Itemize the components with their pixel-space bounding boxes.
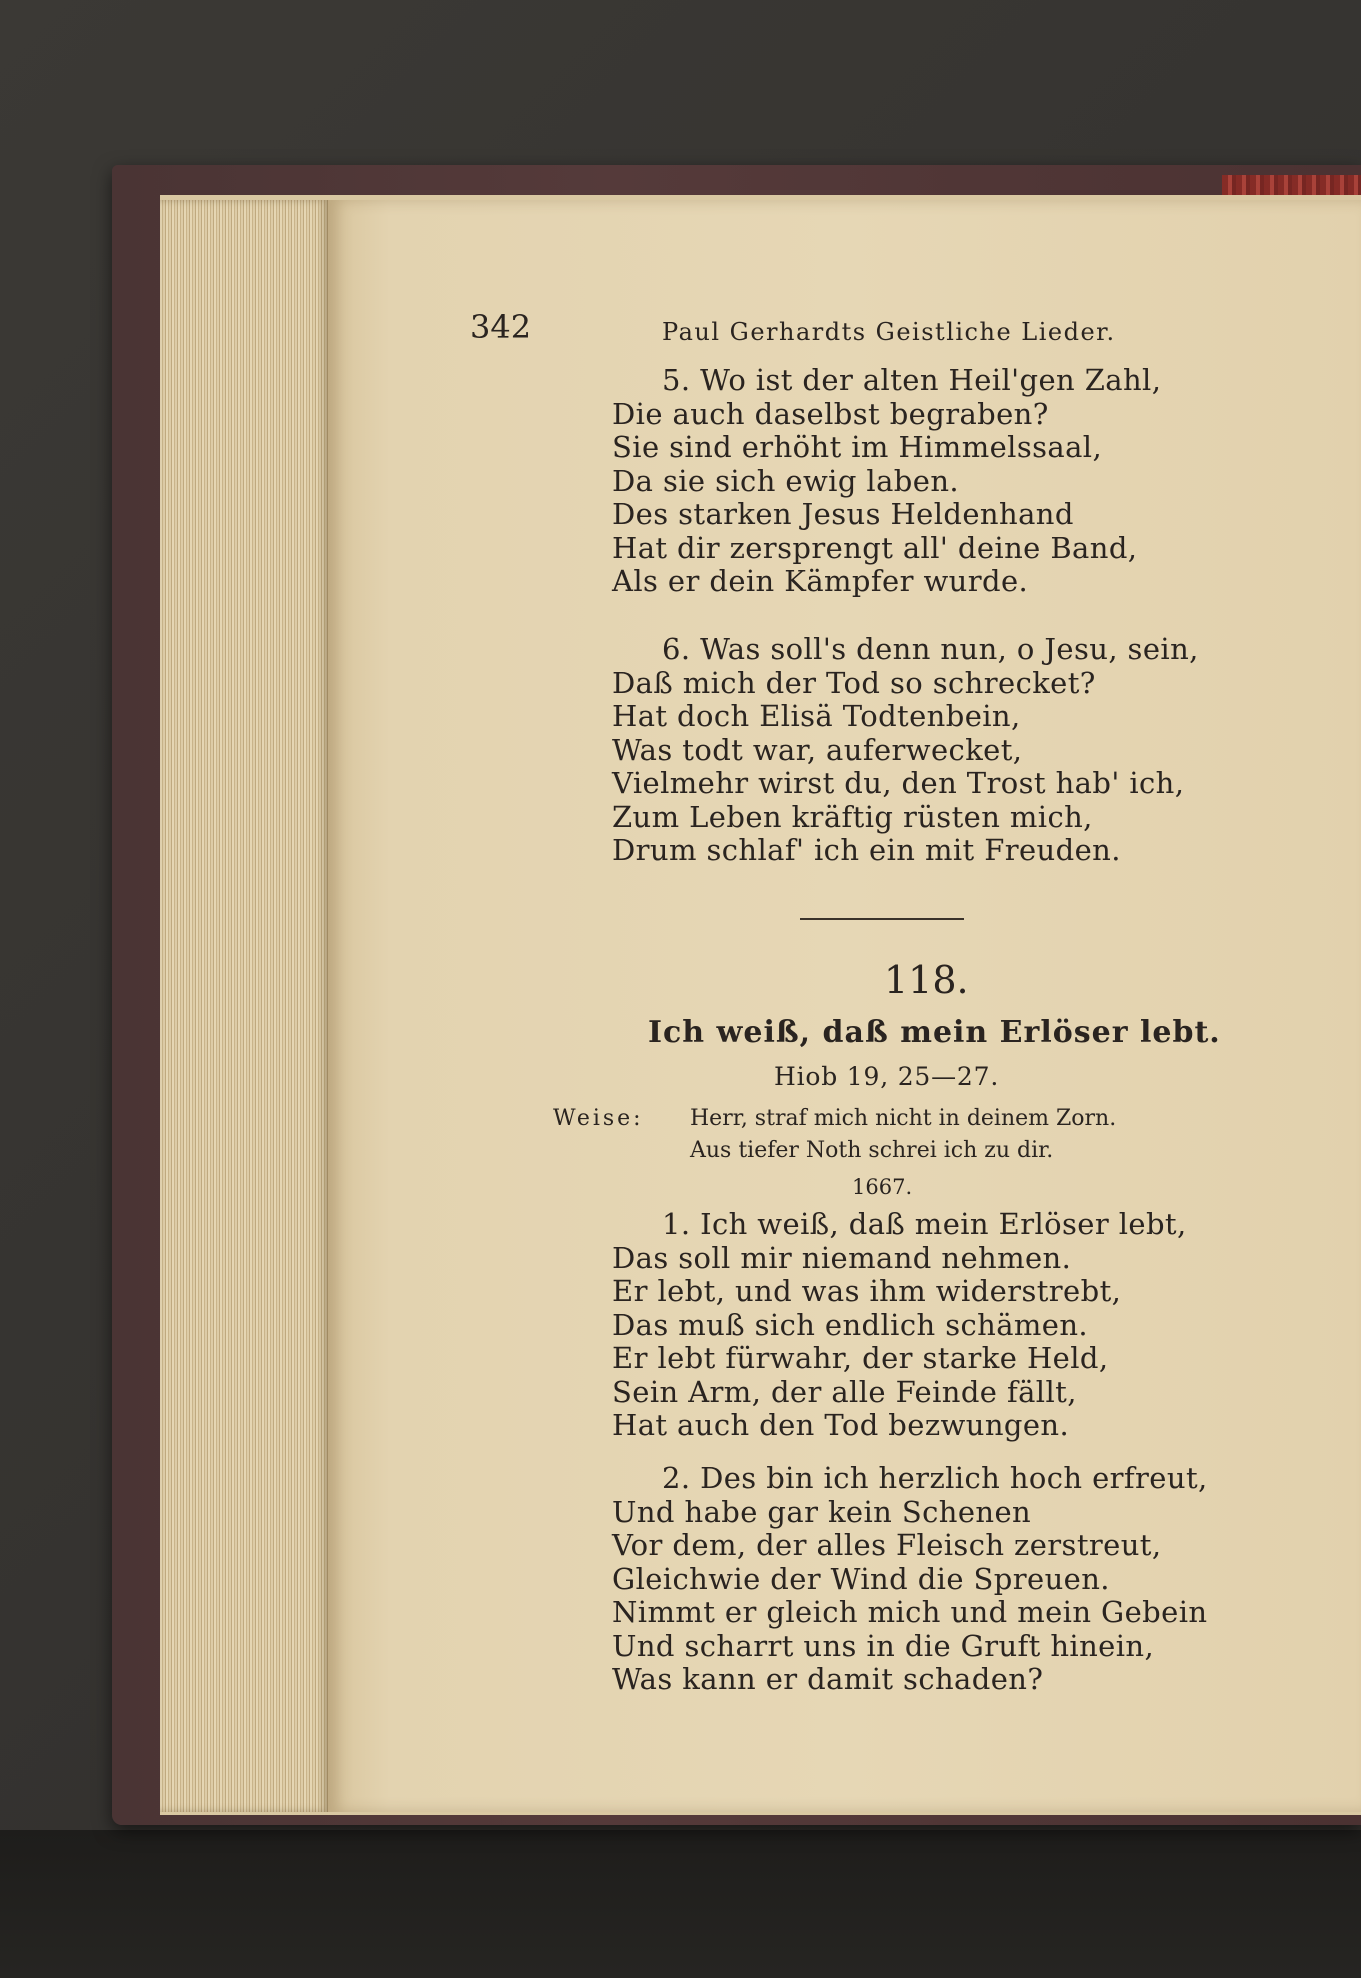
verse-line: Er lebt, und was ihm widerstrebt, xyxy=(612,1274,1122,1308)
melody-line-1: Herr, straf mich nicht in deinem Zorn. xyxy=(690,1106,1117,1131)
page-number: 342 xyxy=(470,308,532,346)
verse-line: Nimmt er gleich mich und mein Gebein xyxy=(612,1595,1208,1629)
verse-line: Vielmehr wirst du, den Trost hab' ich, xyxy=(612,766,1185,800)
verse-line: Hat auch den Tod bezwungen. xyxy=(612,1408,1070,1442)
verse-line: 1. Ich weiß, daß mein Erlöser lebt, xyxy=(662,1207,1187,1241)
verse-line: 5. Wo ist der alten Heil'gen Zahl, xyxy=(662,363,1162,397)
verse-line: Hat doch Elisä Todtenbein, xyxy=(612,699,1021,733)
verse-line: Und habe gar kein Schenen xyxy=(612,1494,1032,1529)
verse-line: Da sie sich ewig laben. xyxy=(612,463,960,498)
hymn-year: 1667. xyxy=(852,1175,913,1199)
hymn-stanza-1 xyxy=(612,1208,1187,1443)
verse-line: Das muß sich endlich schämen. xyxy=(612,1307,1089,1342)
verse-line: Was todt war, auferwecket, xyxy=(612,732,1023,767)
hymn-title: Ich weiß, daß mein Erlöser lebt. xyxy=(648,1015,1221,1050)
running-title: Paul Gerhardts Geistliche Lieder. xyxy=(662,318,1116,346)
verse-line: Daß mich der Tod so schrecket? xyxy=(612,665,1096,700)
stanza-5 xyxy=(612,364,1161,599)
melody-label: Weise: xyxy=(553,1106,644,1131)
hymn-number: 118. xyxy=(884,958,969,1002)
verse-line: Drum schlaf' ich ein mit Freuden. xyxy=(612,833,1121,867)
stanza-6 xyxy=(612,633,1199,868)
verse-line: Vor dem, der alles Fleisch zerstreut, xyxy=(612,1528,1162,1562)
verse-line: Sie sind erhöht im Himmelssaal, xyxy=(612,430,1103,464)
melody-line-2: Aus tiefer Noth schrei ich zu dir. xyxy=(690,1138,1054,1163)
verse-line: Zum Leben kräftig rüsten mich, xyxy=(612,799,1093,834)
page-edges xyxy=(160,200,328,1812)
verse-line: Was kann er damit schaden? xyxy=(612,1662,1044,1696)
verse-line: Sein Arm, der alle Feinde fällt, xyxy=(612,1374,1077,1409)
verse-line: Die auch daselbst begraben? xyxy=(612,396,1049,431)
verse-line: Er lebt fürwahr, der starke Held, xyxy=(612,1341,1109,1375)
verse-line: Gleichwie der Wind die Spreuen. xyxy=(612,1561,1110,1596)
verse-line: Hat dir zersprengt all' deine Band, xyxy=(612,530,1138,565)
verse-line: 2. Des bin ich herzlich hoch erfreut, xyxy=(662,1461,1208,1495)
verse-line: Des starken Jesus Heldenhand xyxy=(612,497,1074,531)
scripture-reference: Hiob 19, 25—27. xyxy=(774,1062,1000,1091)
table-surface xyxy=(0,1830,1361,1978)
verse-line: Als er dein Kämpfer wurde. xyxy=(612,564,1029,598)
verse-line: Das soll mir niemand nehmen. xyxy=(612,1240,1072,1275)
verse-line: Und scharrt uns in die Gruft hinein, xyxy=(612,1628,1155,1663)
bookmark-ribbon xyxy=(1222,175,1361,197)
section-divider xyxy=(800,918,964,920)
hymn-stanza-2 xyxy=(612,1462,1208,1697)
verse-line: 6. Was soll's denn nun, o Jesu, sein, xyxy=(662,632,1199,666)
